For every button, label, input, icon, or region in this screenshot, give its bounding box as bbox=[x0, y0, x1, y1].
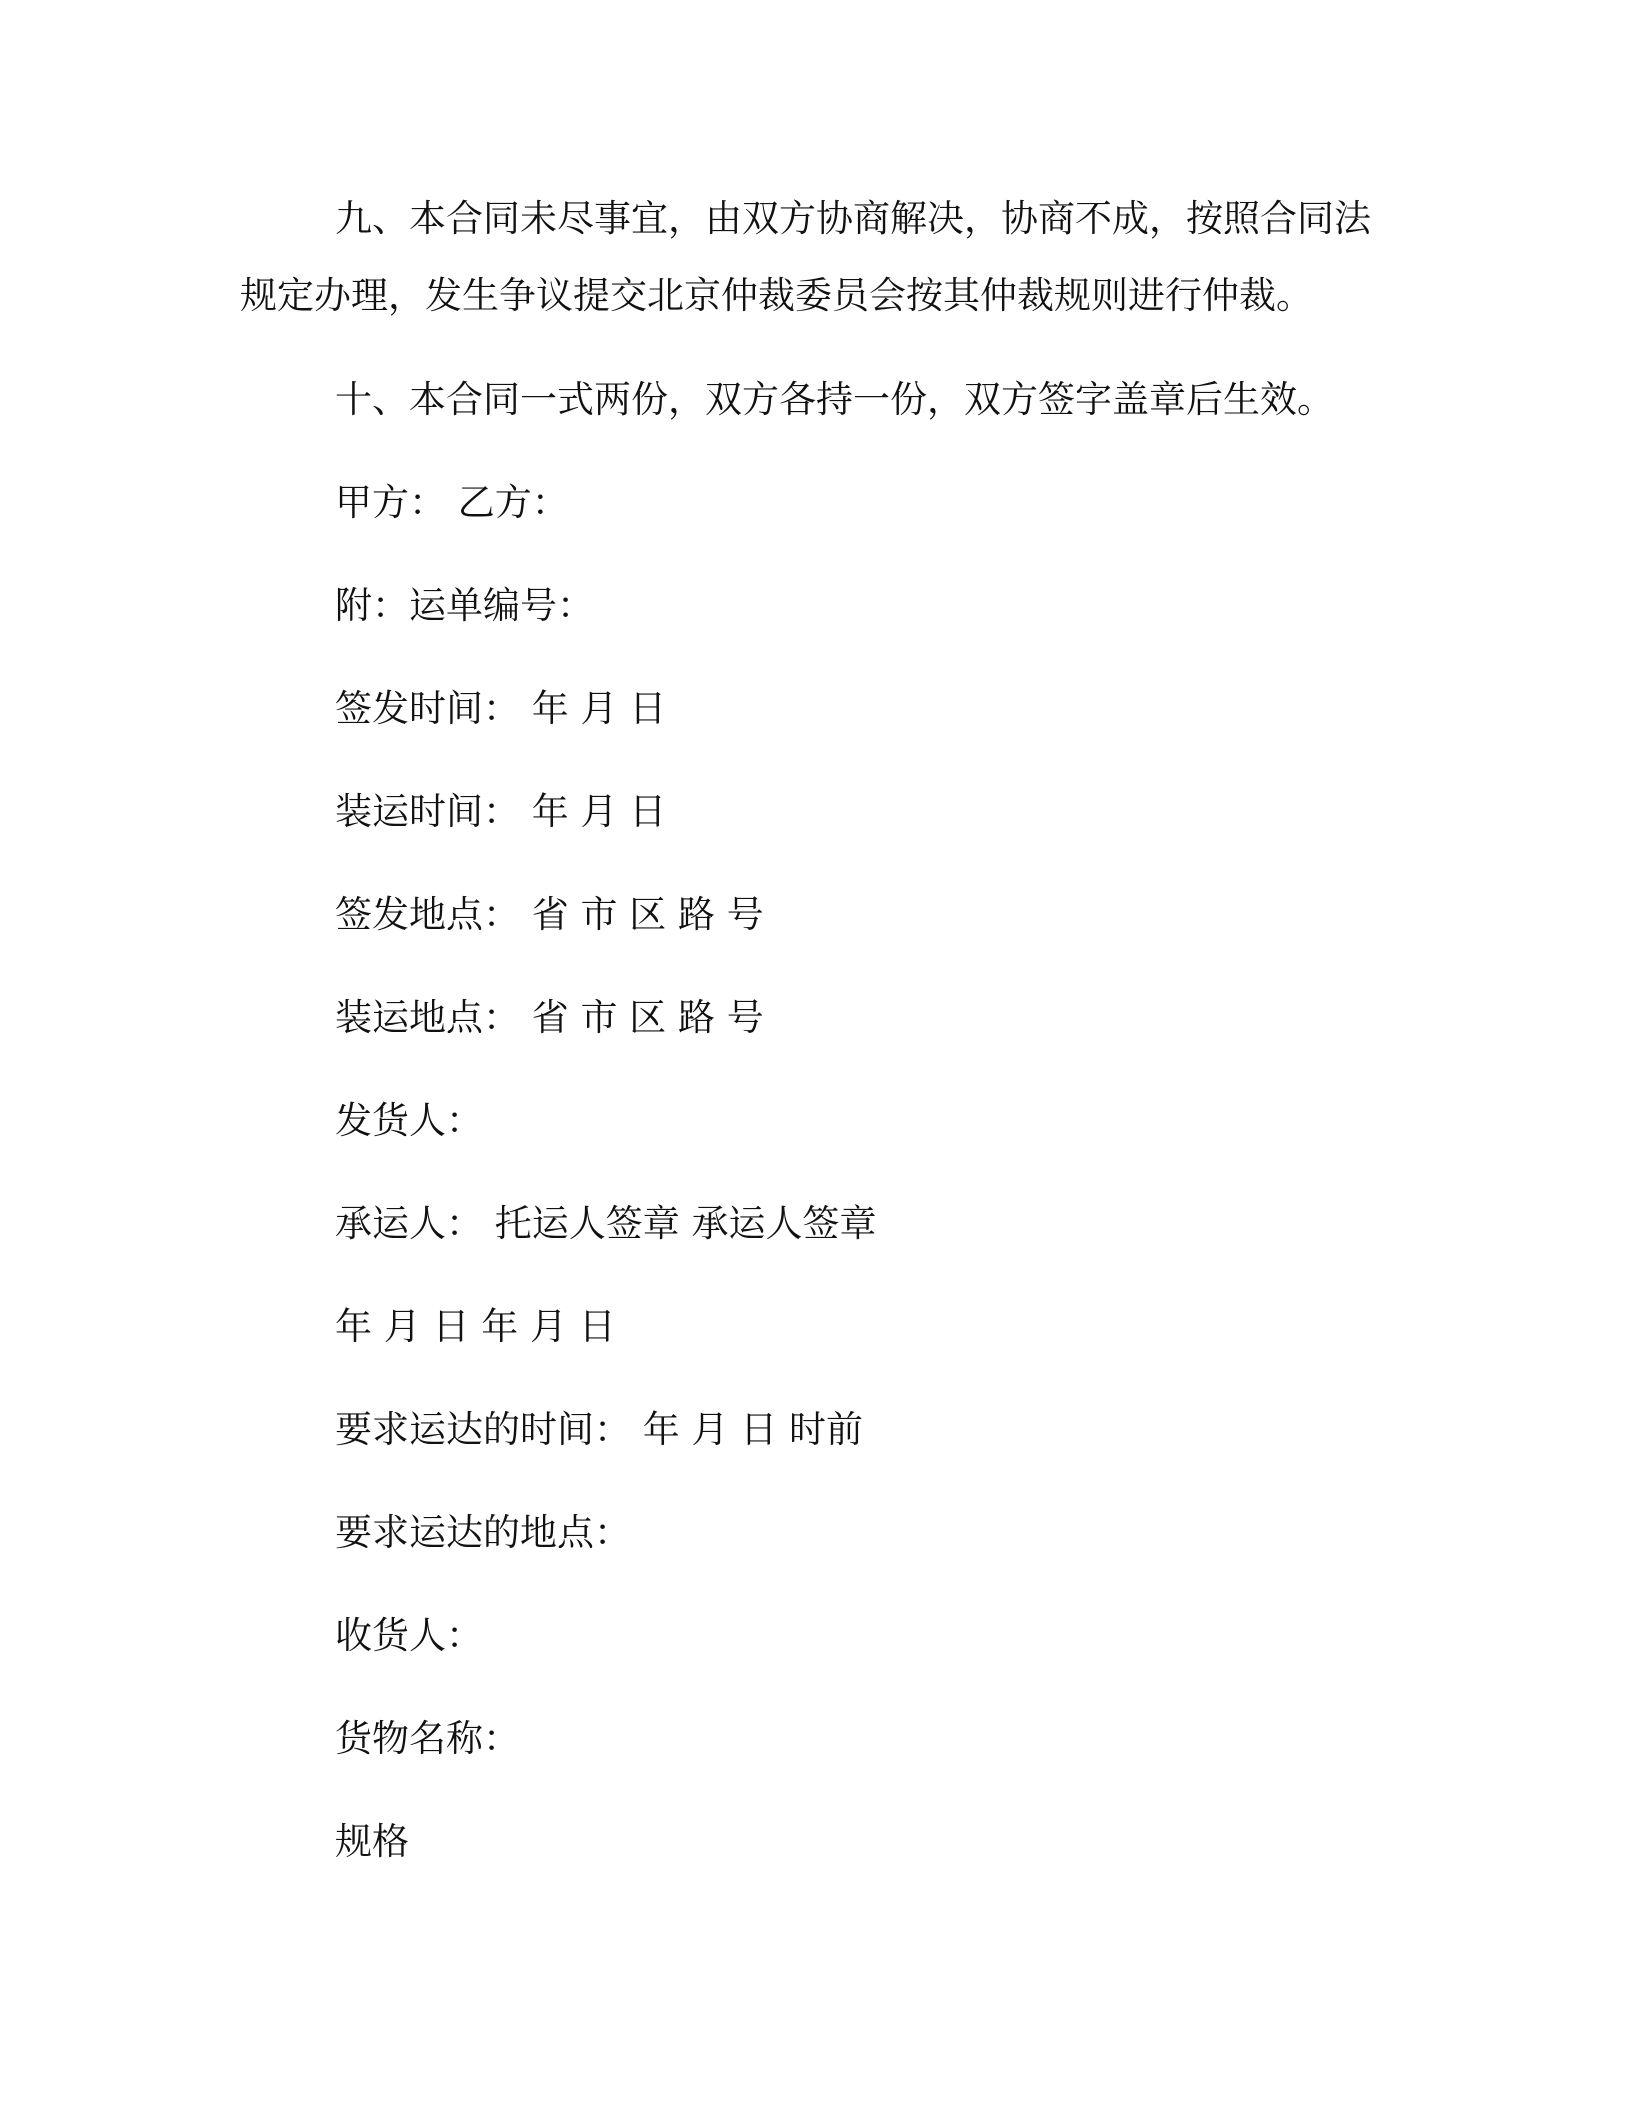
issue-time-line: 签发时间： 年 月 日 bbox=[335, 687, 667, 730]
clause-9-line-2: 规定办理，发生争议提交北京仲裁委员会按其仲裁规则进行仲裁。 bbox=[240, 274, 1313, 317]
appendix-line: 附：运单编号： bbox=[335, 584, 594, 627]
clause-10: 十、本合同一式两份，双方各持一份，双方签字盖章后生效。 bbox=[335, 378, 1334, 421]
consignee-line: 收货人： bbox=[335, 1614, 483, 1657]
shipper-line: 发货人： bbox=[335, 1099, 483, 1142]
arrival-place-line: 要求运达的地点： bbox=[335, 1511, 631, 1554]
carrier-line: 承运人： 托运人签章 承运人签章 bbox=[335, 1202, 877, 1245]
parties-line: 甲方： 乙方： bbox=[335, 481, 569, 524]
goods-name-line: 货物名称： bbox=[335, 1717, 520, 1760]
issue-place-line: 签发地点： 省 市 区 路 号 bbox=[335, 893, 764, 936]
arrival-time-line: 要求运达的时间： 年 月 日 时前 bbox=[335, 1408, 864, 1451]
loading-time-line: 装运时间： 年 月 日 bbox=[335, 790, 667, 833]
loading-place-line: 装运地点： 省 市 区 路 号 bbox=[335, 996, 764, 1039]
specification-line: 规格 bbox=[335, 1820, 409, 1863]
dates-line: 年 月 日 年 月 日 bbox=[335, 1305, 616, 1348]
clause-9-line-1: 九、本合同未尽事宜，由双方协商解决，协商不成，按照合同法 bbox=[335, 197, 1371, 240]
